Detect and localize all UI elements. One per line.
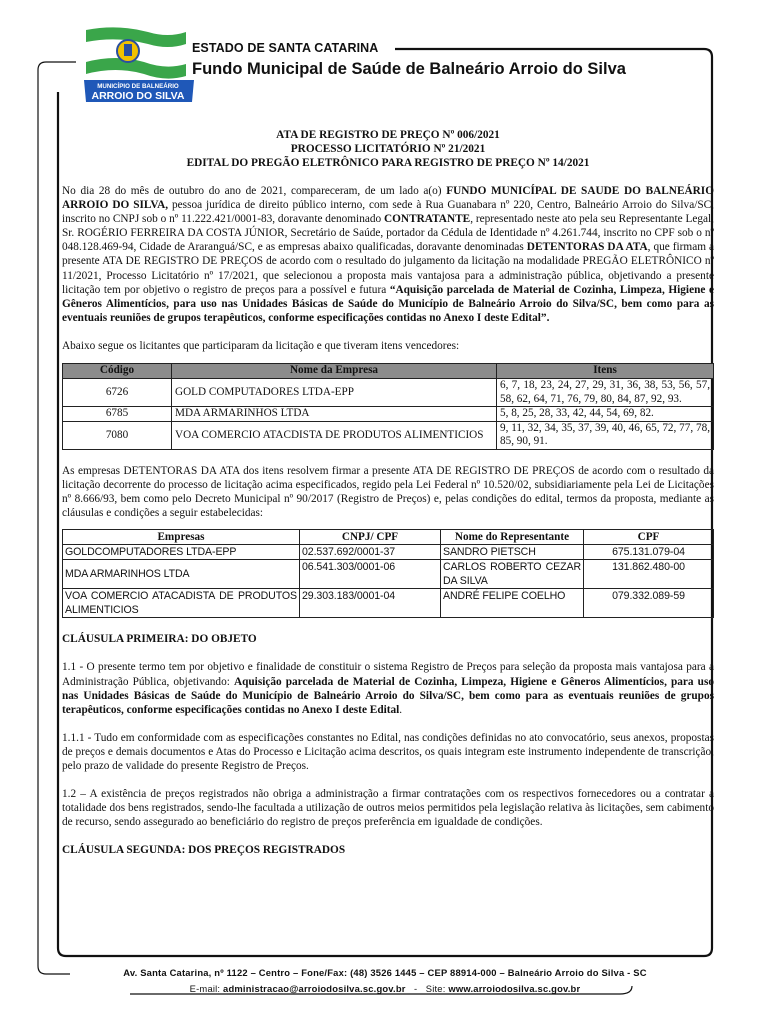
holder-company: VOA COMERCIO ATACADISTA DE PRODUTOS ALIMENTICIOS [63,589,300,618]
holder-representative: SANDRO PIETSCH [441,545,584,560]
holders-intro: As empresas DETENTORAS DA ATA dos itens resolvem firmar a presente ATA DE REGISTRO DE PREÇOS de acordo com o resultado da licitação decorrente do processo de licitação acima especificados, regido pela Lei Federal nº 10.520/02, subsidiariamente pela Lei de Licitações nº 8.666/93, bem como pelo Decreto Municipal nº 90/2017 (Registro de Preços) e, pelas condições do edital, termos da proposta, mediante as cláusulas e condições a seguir estabelecidas: [62,465,714,520]
table-row [63,589,714,618]
bidders-intro: Abaixo segue os licitantes que participaram da licitação e que tiveram itens vencedores: [62,339,460,352]
logo-text-line2: ARROIO DO SILVA [91,90,185,102]
edital-heading: EDITAL DO PREGÃO ELETRÔNICO PARA REGISTRO DE PREÇO Nº 14/2021 [186,157,590,169]
table-row [63,560,714,589]
bidder-code: 6726 [63,379,172,407]
footer-address: Av. Santa Catarina, nº 1122 – Centro – Fone/Fax: (48) 3526 1445 – CEP 88914-000 – Balneário Arroio do Silva - SC [123,967,647,978]
column-header: CNPJ/ CPF [300,530,441,545]
clause-two-title: CLÁUSULA SEGUNDA: DOS PREÇOS REGISTRADOS [62,844,346,857]
bidder-code: 7080 [63,421,172,449]
holder-representative: CARLOS ROBERTO CEZAR DA SILVA [441,560,584,589]
clause-1-1-1: 1.1.1 - Tudo em conformidade com as especificações constantes no Edital, nas condições definidas no ato convocatório, seus anexos, propostas de preços e demais documentos e Atas do Processo e Licitação acima descritos, os quais integram este instrumento independente de transcrição, pelo prazo de validade do presente Registro de Preços. [62,731,714,773]
holder-cpf: 079.332.089-59 [584,589,714,618]
column-header: Empresas [63,530,300,545]
process-heading: PROCESSO LICITATÓRIO Nº 21/2021 [290,143,486,155]
holder-representative: ANDRÉ FELIPE COELHO [441,589,584,618]
bidder-name: VOA COMERCIO ATACDISTA DE PRODUTOS ALIMENTICIOS [172,421,497,449]
holder-company: GOLDCOMPUTADORES LTDA-EPP [63,545,300,560]
table-row [63,407,714,422]
ata-heading: ATA DE REGISTRO DE PREÇO Nº 006/2021 [276,129,500,141]
holder-company: MDA ARMARINHOS LTDA [63,560,300,589]
table-header-row [63,530,714,545]
bidder-name: GOLD COMPUTADORES LTDA-EPP [172,379,497,407]
bidder-items: 9, 11, 32, 34, 35, 37, 39, 40, 46, 65, 72, 77, 78, 85, 90, 91. [497,421,714,449]
bidder-code: 6785 [63,407,172,422]
column-header: Código [63,364,172,379]
table-row [63,379,714,407]
intro-paragraph: No dia 28 do mês de outubro do ano de 2021, compareceram, de um lado a(o) FUNDO MUNICÍPAL DE SAUDE DO BALNEÁRIO ARROIO DO SILVA, pessoa jurídica de direito público interno, com sede à Rua Guanabara nº 220, Centro, Balneário Arroio do Silva/SC, inscrito no CNPJ sob o nº 11.222.421/0001-83, doravante denominado CONTRATANTE, representado neste ato pela seu Representante Legal, Sr. ROGÉRIO FERREIRA DA COSTA JÚNIOR, Secretário de Saúde, portador da Cédula de Identidade nº 4.261.744, inscrito no CPF sob o nº 048.128.469-94, Cidade de Araranguá/SC, e as empresas abaixo qualificadas, doravante denominadas DETENTORAS DA ATA, que firmam a presente ATA DE REGISTRO DE PREÇOS de acordo com o resultado do julgamento da licitação na modalidade PREGÃO ELETRÔNICO nº 11/2021, Processo Licitatório nº 17/2021, que selecionou a proposta mais vantajosa para a administração pública, objetivando a presente licitação tem por objetivo o registro de preços para a possível e futura “Aquisição parcelada de Material de Cozinha, Limpeza, Higiene e Gêneros Alimentícios, para uso nas Unidades Básicas de Saúde do Município de Balneário Arroio do Silva/SC, bem como para as eventuais reuniões de grupos terapêuticos, conforme especificações contidas no Anexo I deste Edital”. [62,185,715,324]
footer-contact: E-mail: administracao@arroiodosilva.sc.gov.br - Site: www.arroiodosilva.sc.gov.br [189,983,581,994]
clause-1-2: 1.2 – A existência de preços registrados não obriga a administração a firmar contratações com os respectivos fornecedores ou a contratar a totalidade dos bens registrados, sendo-lhe facultada a utilização de outros meios permitidos pela legislação relativa às licitações, sem cabimento de recurso, sendo assegurado ao beneficiário do registro de preços preferência em igualdade de condições. [62,788,714,829]
bidder-items: 6, 7, 18, 23, 24, 27, 29, 31, 36, 38, 53, 56, 57, 58, 62, 64, 71, 76, 79, 80, 84, 87, 92, 93. [497,379,714,407]
column-header: Nome do Representante [441,530,584,545]
clause-one-title: CLÁUSULA PRIMEIRA: DO OBJETO [62,633,257,646]
state-title: ESTADO DE SANTA CATARINA [192,41,379,55]
bidders-table [62,363,714,450]
holders-table [62,529,714,618]
holder-cnpj: 06.541.303/0001-06 [300,560,441,589]
footer-site-link[interactable]: www.arroiodosilva.sc.gov.br [448,983,581,994]
column-header: Itens [497,364,714,379]
bidder-items: 5, 8, 25, 28, 33, 42, 44, 54, 69, 82. [497,407,714,422]
footer-email-link[interactable]: administracao@arroiodosilva.sc.gov.br [223,983,406,994]
table-row [63,421,714,449]
bidder-name: MDA ARMARINHOS LTDA [172,407,497,422]
logo-text-line1: MUNICÍPIO DE BALNEÁRIO [97,83,179,90]
document-body [62,128,714,858]
table-header-row [63,364,714,379]
fund-title: Fundo Municipal de Saúde de Balneário Arroio do Silva [192,60,626,78]
municipality-logo [78,24,198,104]
holder-cnpj: 02.537.692/0001-37 [300,545,441,560]
holder-cpf: 131.862.480-00 [584,560,714,589]
column-header: CPF [584,530,714,545]
holder-cpf: 675.131.079-04 [584,545,714,560]
table-row [63,545,714,560]
column-header: Nome da Empresa [172,364,497,379]
holder-cnpj: 29.303.183/0001-04 [300,589,441,618]
clause-1-1: 1.1 - O presente termo tem por objetivo e finalidade de constituir o sistema Registro de Preços para seleção da proposta mais vantajosa para a Administração Pública, objetivando: Aquisição parcelada de Material de Cozinha, Limpeza, Higiene e Gêneros Alimentícios, para uso nas Unidades Básicas de Saúde do Município de Balneário Arroio do Silva/SC, bem como para as eventuais reuniões de grupos terapêuticos, conforme especificações contidas no Anexo I deste Edital. [62,661,714,716]
